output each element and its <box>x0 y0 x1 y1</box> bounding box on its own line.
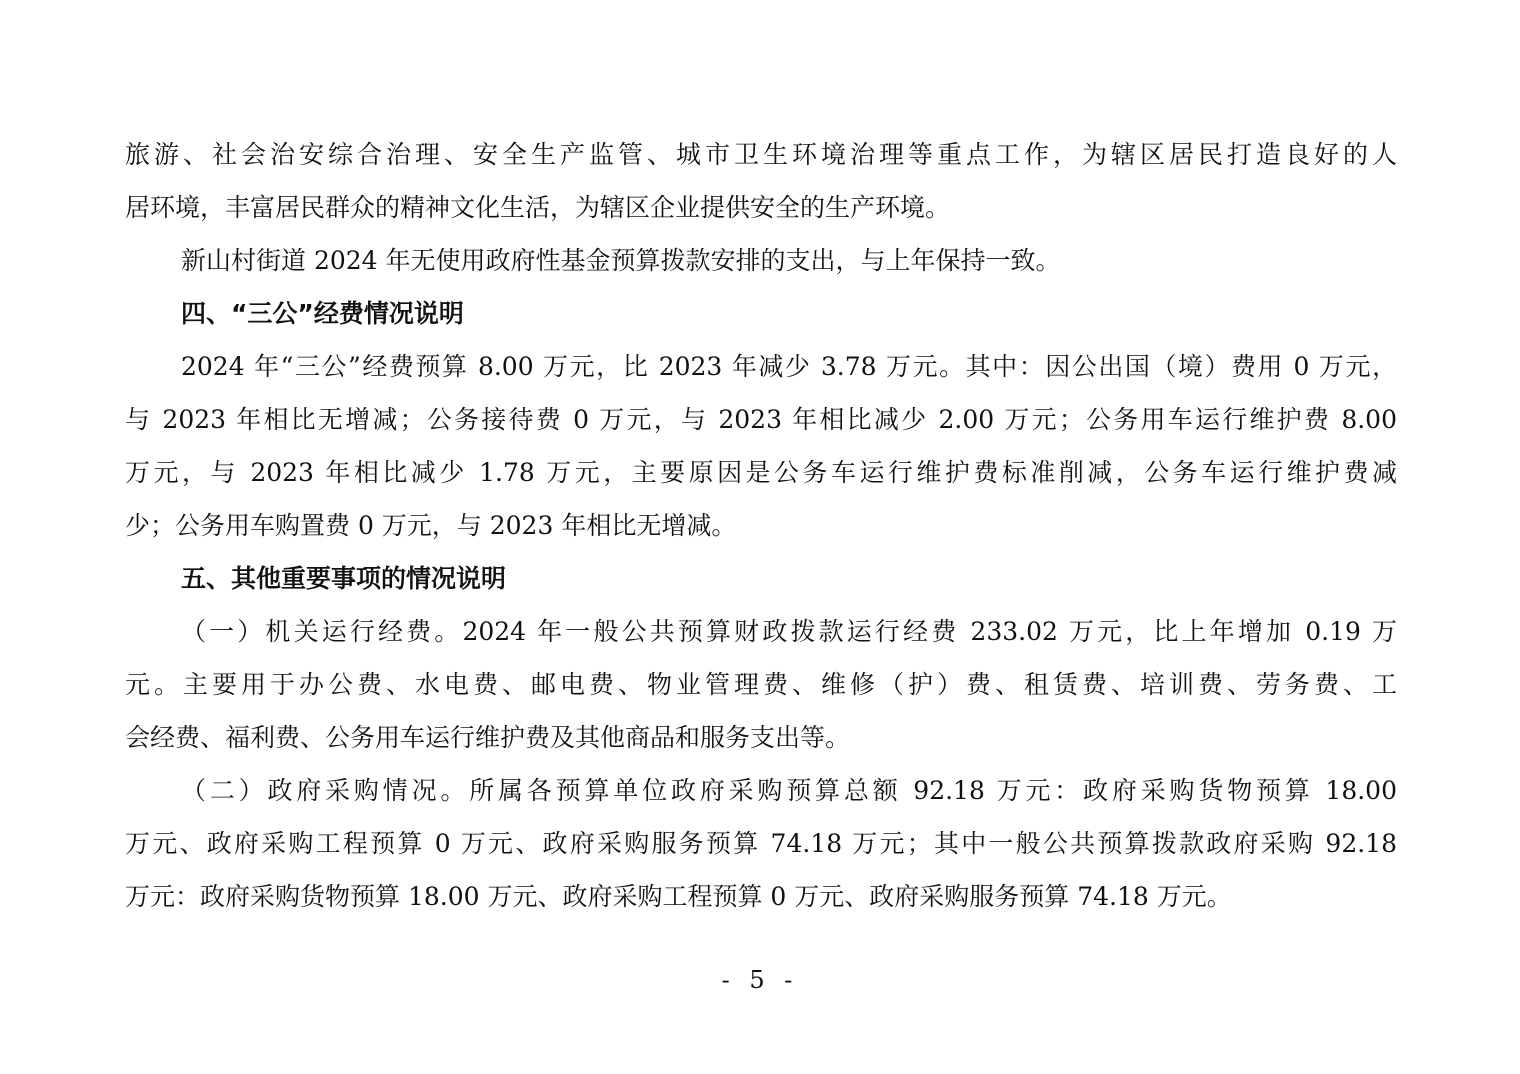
paragraph-line: 居环境，丰富居民群众的精神文化生活，为辖区企业提供安全的生产环境。 <box>125 193 951 222</box>
paragraph-line: 新山村街道 2024 年无使用政府性基金预算拨款安排的支出，与上年保持一致。 <box>181 246 1061 275</box>
paragraph-environment <box>125 128 1397 234</box>
paragraph-line: 少；公务用车购置费 0 万元，与 2023 年相比无增减。 <box>125 511 737 540</box>
paragraph-line: （一）机关运行经费。2024 年一般公共预算财政拨款运行经费 233.02 万元，比上年增加 0.19 万 <box>181 617 1397 646</box>
paragraph-line: 元。主要用于办公费、水电费、邮电费、物业管理费、维修（护）费、租赁费、培训费、劳务费、工 <box>125 670 1397 699</box>
paragraph-three-public-expenses <box>125 340 1397 552</box>
paragraph-line: 万元、政府采购工程预算 0 万元、政府采购服务预算 74.18 万元；其中一般公共预算拨款政府采购 92.18 <box>125 829 1397 858</box>
paragraph-line: 万元，与 2023 年相比减少 1.78 万元，主要原因是公务车运行维护费标准削减，公务车运行维护费减 <box>125 458 1397 487</box>
paragraph-line: 2024 年“三公”经费预算 8.00 万元，比 2023 年减少 3.78 万元。其中：因公出国（境）费用 0 万元， <box>181 352 1397 381</box>
page-number: - 5 - <box>721 966 799 994</box>
paragraph-government-procurement <box>125 764 1397 923</box>
document-body <box>125 128 1397 923</box>
paragraph-line: 会经费、福利费、公务用车运行维护费及其他商品和服务支出等。 <box>125 723 851 752</box>
section-heading-other-matters: 五、其他重要事项的情况说明 <box>181 564 507 593</box>
paragraph-line: 旅游、社会治安综合治理、安全生产监管、城市卫生环境治理等重点工作，为辖区居民打造良好的人 <box>125 140 1397 169</box>
paragraph-operating-expenses <box>125 605 1397 764</box>
section-heading-three-public-expenses: 四、“三公”经费情况说明 <box>181 299 464 328</box>
paragraph-line: （二）政府采购情况。所属各预算单位政府采购预算总额 92.18 万元：政府采购货物预算 18.00 <box>181 776 1397 805</box>
paragraph-line: 万元：政府采购货物预算 18.00 万元、政府采购工程预算 0 万元、政府采购服务预算 74.18 万元。 <box>125 882 1232 911</box>
paragraph-line: 与 2023 年相比无增减；公务接待费 0 万元，与 2023 年相比减少 2.00 万元；公务用车运行维护费 8.00 <box>125 405 1397 434</box>
paragraph-government-fund <box>125 234 1397 287</box>
